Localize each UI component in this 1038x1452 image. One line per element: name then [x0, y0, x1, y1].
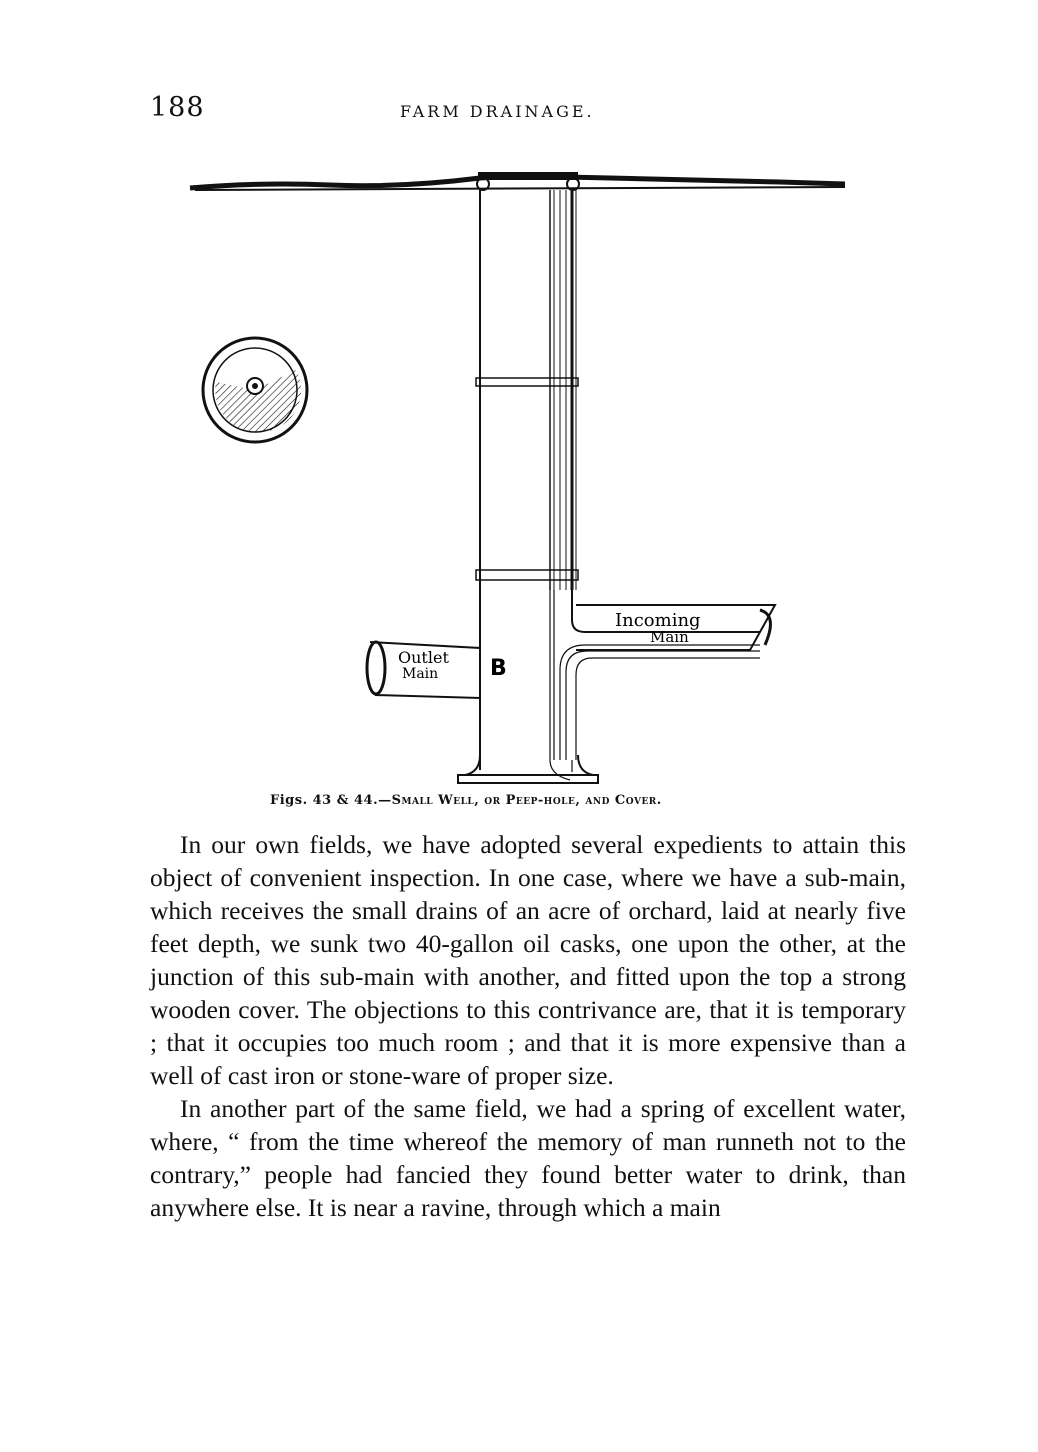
well-pipe [476, 190, 578, 770]
running-title: FARM DRAINAGE. [400, 102, 595, 121]
caption-prefix: Figs. 43 & 44.— [270, 793, 392, 808]
label-incoming: Incoming [615, 610, 701, 631]
label-outlet: Outlet [398, 648, 449, 667]
outlet-main-tile [367, 642, 480, 698]
figure-well-diagram [180, 160, 860, 800]
body-text [150, 828, 906, 1224]
label-outlet-main: Main [402, 666, 439, 682]
label-b: B [490, 656, 507, 681]
cover-plan-view [203, 338, 307, 442]
incoming-main-tile [576, 605, 775, 650]
label-incoming-main: Main [650, 628, 689, 646]
paragraph: In our own fields, we have adopted several expedients to attain this object of convenient inspection. In one case, where we have a sub-main, which receives the small drains of an acre of orchard, laid at nearly five feet depth, we sunk two 40-gallon oil casks, one upon the other, at the junction of this sub-main with another, and fitted upon the top a strong wooden cover. The objections to this contrivance are, that it is temporary ; that it occupies too much room ; and that it is more expensive than a well of cast iron or stone-ware of proper size. [150, 830, 906, 1090]
well-cover [478, 172, 578, 180]
caption-title: Small Well, or Peep-hole, and Cover. [391, 793, 662, 808]
paragraph: In another part of the same field, we had a spring of excellent water, where, “ from the time whereof the memory of man runneth not to the contrary,” people had fancied they found better water to drink, than anywhere else. It is near a ravine, through which a main [150, 1094, 906, 1222]
figure-caption [270, 793, 662, 808]
page-number: 188 [150, 92, 205, 123]
